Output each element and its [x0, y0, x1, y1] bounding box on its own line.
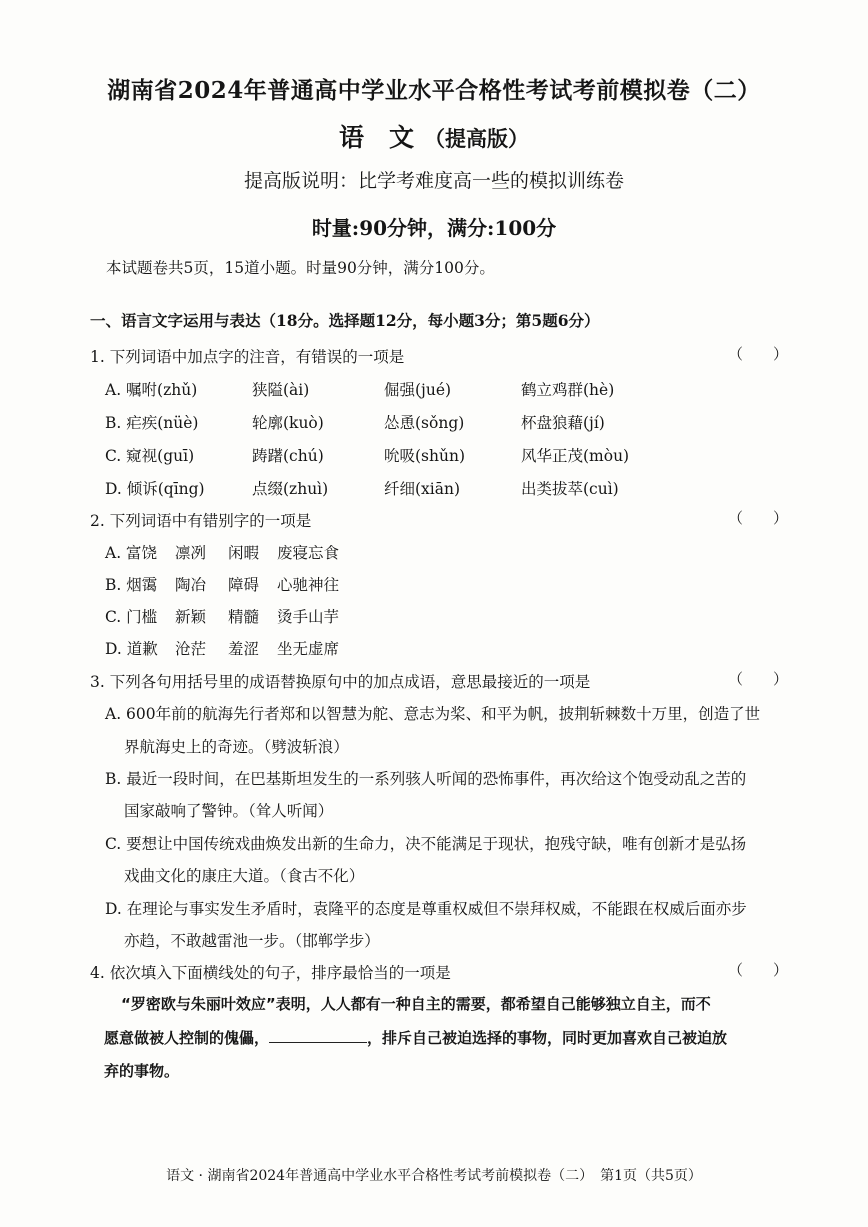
option-cell: B. 疟疾(nüè) [105, 414, 199, 432]
passage-text: ，排斥自己被迫选择的事物，同时更加喜欢自己被迫放 [367, 1029, 728, 1047]
fill-in-blank [269, 1028, 367, 1043]
option-cell: 杯盘狼藉(jí) [521, 414, 605, 432]
option-cell: 出类拔萃(cuì) [521, 480, 619, 498]
subject-name: 语 文 [338, 123, 414, 152]
option-cell: 沧茫 [175, 640, 207, 658]
exam-title: 湖南省2024年普通高中学业水平合格性考试考前模拟卷（二） [107, 77, 761, 104]
option-cell: 新颖 [175, 608, 207, 626]
option-cell: 点缀(zhuì) [252, 480, 329, 498]
option-cell: 坐无虚席 [277, 640, 340, 658]
question-4-stem: 4. 依次填入下面横线处的句子，排序最恰当的一项是 [90, 964, 451, 982]
edition-label: （提高版） [424, 126, 529, 151]
edition-note: 提高版说明：比学考难度高一些的模拟训练卷 [243, 170, 624, 192]
passage-text: 愿意做被人控制的傀儡， [104, 1029, 270, 1047]
option-cell: 羞涩 [228, 640, 260, 658]
option-cell: 鹤立鸡群(hè) [521, 381, 615, 399]
section-heading: 一、语言文字运用与表达（18分。选择题12分，每小题3分；第5题6分） [90, 311, 600, 330]
option-cell: 踌躇(chú) [252, 447, 324, 465]
answer-paren-4: （ ） [728, 961, 789, 979]
option-cell: 精髓 [228, 608, 260, 626]
option-cell: D. 倾诉(qīng) [105, 480, 205, 498]
q4-passage-line3: 弃的事物。 [104, 1062, 180, 1080]
option-cell: D. 道歉 [105, 640, 158, 658]
q3-option-d-line2: 亦趋，不敢越雷池一步。（邯郸学步） [124, 932, 380, 950]
option-cell: 倔强(jué) [384, 381, 452, 399]
option-cell: 狭隘(ài) [252, 381, 310, 399]
q3-option-c-line1: C. 要想让中国传统戏曲焕发出新的生命力，决不能满足于现状，抱残守缺，唯有创新才是弘扬 [105, 835, 747, 853]
q3-option-a-line1: A. 600年前的航海先行者郑和以智慧为舵、意志为桨、和平为帆，披荆斩棘数十万里，创造了世 [105, 705, 761, 723]
option-cell: 凛冽 [175, 544, 207, 562]
q3-option-a-line2: 界航海史上的奇迹。（劈波斩浪） [124, 738, 349, 756]
option-cell: 心驰神往 [277, 576, 340, 594]
option-cell: 纤细(xiān) [384, 480, 461, 498]
option-cell: 烫手山芋 [277, 608, 340, 626]
question-3-stem: 3. 下列各句用括号里的成语替换原句中的加点成语，意思最接近的一项是 [90, 673, 591, 691]
q3-option-c-line2: 戏曲文化的康庄大道。（食古不化） [124, 867, 365, 885]
option-cell: B. 烟霭 [105, 576, 158, 594]
q4-passage-line1: “罗密欧与朱丽叶效应”表明，人人都有一种自主的需要，都希望自己能够独立自主，而不 [121, 995, 711, 1013]
q3-option-b-line2: 国家敲响了警钟。（耸人听闻） [124, 802, 334, 820]
option-cell: 怂恿(sǒng) [384, 414, 465, 432]
page-footer: 语文 · 湖南省2024年普通高中学业水平合格性考试考前模拟卷（二） 第1页（共5页） [166, 1168, 702, 1184]
option-cell: A. 嘱咐(zhǔ) [105, 381, 198, 399]
answer-paren-2: （ ） [728, 509, 789, 527]
answer-paren-1: （ ） [728, 345, 789, 363]
option-cell: 废寝忘食 [277, 544, 340, 562]
option-cell: 吮吸(shǔn) [384, 447, 465, 465]
option-cell: C. 窥视(guī) [105, 447, 195, 465]
question-1-stem: 1. 下列词语中加点字的注音，有错误的一项是 [90, 348, 405, 366]
q3-option-d-line1: D. 在理论与事实发生矛盾时，袁隆平的态度是尊重权威但不崇拜权威，不能跟在权威后面亦步 [105, 900, 747, 918]
option-cell: 闲暇 [228, 544, 260, 562]
option-cell: A. 富饶 [105, 544, 158, 562]
time-score-info: 时量:90分钟，满分:100分 [311, 216, 557, 240]
q4-passage-line2 [104, 1027, 727, 1048]
option-cell: 轮廓(kuò) [252, 414, 324, 432]
subject-heading [0, 118, 868, 154]
question-2-stem: 2. 下列词语中有错别字的一项是 [90, 512, 312, 530]
option-cell: 陶冶 [175, 576, 207, 594]
option-cell: 障碍 [228, 576, 260, 594]
intro-text: 本试题卷共5页，15道小题。时量90分钟，满分100分。 [106, 259, 495, 277]
option-cell: C. 门槛 [105, 608, 158, 626]
q3-option-b-line1: B. 最近一段时间，在巴基斯坦发生的一系列骇人听闻的恐怖事件，再次给这个饱受动乱之苦的 [105, 770, 747, 788]
option-cell: 风华正茂(mòu) [521, 447, 630, 465]
answer-paren-3: （ ） [728, 670, 789, 688]
